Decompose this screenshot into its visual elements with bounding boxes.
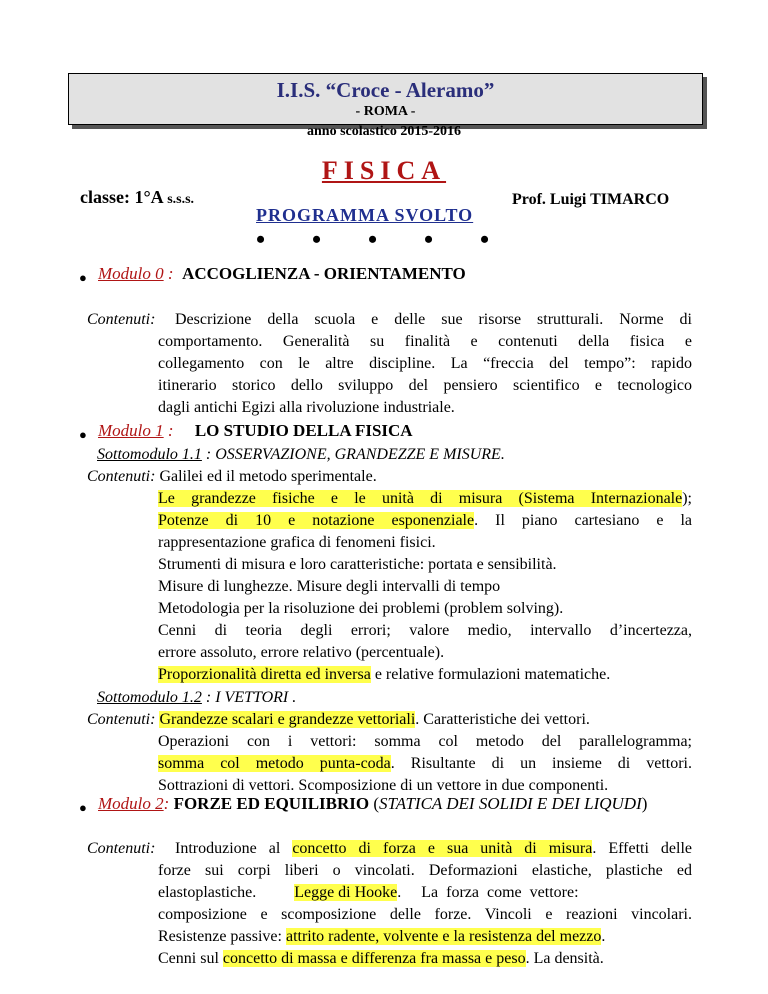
submodule-1-2-content-label: Contenuti: Grandezze scalari e grandezze vettoriali. Caratteristiche dei vettori. [87, 711, 590, 728]
submodule-1-2-content: Operazioni con i vettori: somma col metodo del parallelogramma; somma col metodo punta-coda. Risultante di un insieme di vettori. Sottrazioni di vettori. Scomposizione di un vettore in due componenti. [158, 733, 692, 794]
module-1-title: LO STUDIO DELLA FISICA [194, 421, 413, 440]
module-2-title: FORZE ED EQUILIBRIO [173, 794, 370, 813]
submodule-1-2-link[interactable]: Sottomodulo 1.2 [97, 689, 202, 706]
module-2-content: forze sui corpi liberi o vincolati. Deformazioni elastiche, plastiche ed elastoplastiche. Legge di Hooke. La forza come vettore: composizione e scomposizione delle forze. Vincoli e reazioni vincolari. Resistenze passive: attrito radente, volvente e la resistenza del mezzo. Cenni sul concetto di massa e differenza fra massa e peso. La densità. [158, 862, 692, 967]
bullet-icon: ● [79, 270, 87, 285]
submodule-1-1-content-label: Contenuti: Galilei ed il metodo sperimentale. [87, 468, 377, 485]
submodule-1-1-heading: Sottomodulo 1.1 : OSSERVAZIONE, GRANDEZZE E MISURE. [97, 446, 505, 463]
module-0-content: Descrizione della scuola e delle sue risorse strutturali. Norme di [175, 311, 692, 328]
bullet-icon: ● [79, 800, 87, 815]
professor-name: Prof. Luigi TIMARCO [512, 191, 670, 208]
submodule-1-2-heading: Sottomodulo 1.2 : I VETTORI . [97, 689, 297, 706]
module-2-link[interactable]: Modulo 2 [98, 794, 164, 813]
school-city: - ROMA - [355, 104, 416, 119]
module-0-content-label: Contenuti: [87, 311, 156, 328]
school-name: I.I.S. “Croce - Aleramo” [276, 78, 495, 102]
program-title: PROGRAMMA SVOLTO [256, 205, 474, 225]
module-1-link[interactable]: Modulo 1 [98, 421, 164, 440]
module-1-heading: Modulo 1 : LO STUDIO DELLA FISICA [98, 421, 413, 440]
module-0-link[interactable]: Modulo 0 [98, 264, 164, 283]
submodule-1-1-content: Le grandezze fisiche e le unità di misura (Sistema Internazionale); Potenze di 10 e notazione esponenziale. Il piano cartesiano e la rappresentazione grafica di fenomeni fisici. Strumenti di misura e loro caratteristiche: portata e sensibilità. Misure di lunghezze. Misure degli intervalli di tempo Metodologia per la risoluzione dei problemi (problem solving). Cenni di teoria degli errori; valore medio, intervallo d’incertezza, errore assoluto, errore relativo (percentuale). Proporzionalità diretta ed inversa e relative formulazioni matematiche. [158, 490, 692, 683]
module-0-title: ACCOGLIENZA - ORIENTAMENTO [182, 264, 466, 283]
bullet-icon: ● [79, 427, 87, 442]
subject-title: FISICA [321, 156, 447, 185]
module-0-content-cont: comportamento. Generalità su finalità e contenuti della fisica e collegamento con le altre discipline. La “freccia del tempo”: rapido itinerario storico dello sviluppo del pensiero scientifico e tecnologico dagli antichi Egizi alla rivoluzione industriale. [158, 333, 692, 416]
module-0-heading: Modulo 0 : ACCOGLIENZA - ORIENTAMENTO [98, 264, 466, 283]
class-suffix: s.s.s. [167, 192, 195, 207]
class-label: classe: 1°A s.s.s. [80, 187, 195, 207]
submodule-1-1-link[interactable]: Sottomodulo 1.1 [97, 446, 202, 463]
module-2-heading: Modulo 2: FORZE ED EQUILIBRIO (STATICA DEI SOLIDI E DEI LIQUDI) [98, 794, 648, 813]
module-2-content-first: Introduzione al concetto di forza e sua unità di misura. Effetti delle [175, 840, 693, 857]
school-header-box [68, 73, 703, 125]
module-2-content-label: Contenuti: [87, 840, 156, 857]
school-year: anno scolastico 2015-2016 [307, 124, 461, 139]
